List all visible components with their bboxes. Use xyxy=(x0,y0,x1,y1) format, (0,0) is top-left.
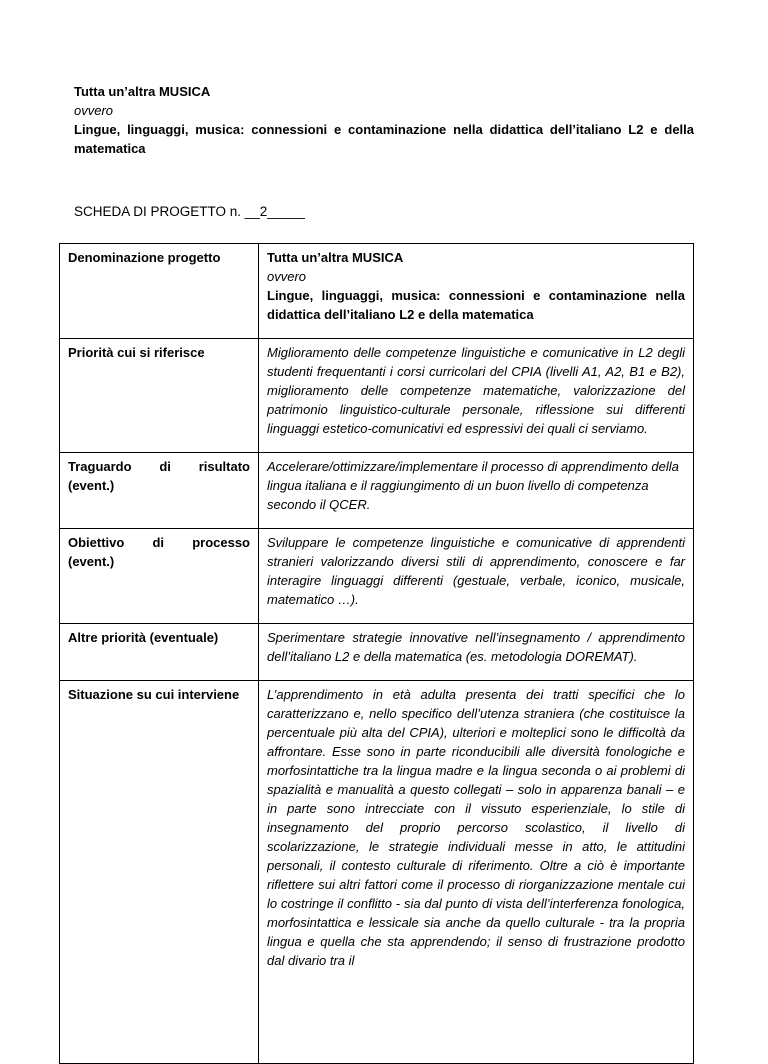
row-value xyxy=(259,244,694,339)
header-subtitle: Lingue, linguaggi, musica: connessioni e contaminazione nella didattica dell’italiano L2 e della matematica xyxy=(74,122,694,156)
row-label: Priorità cui si riferisce xyxy=(60,339,259,453)
row-value: Sviluppare le competenze linguistiche e comunicative di apprendenti stranieri valorizzando diversi stili di apprendimento, conoscere e far interagire linguaggi differenti (gestuale, verbale, iconico, musicale, matematico …). xyxy=(259,529,694,624)
document-header xyxy=(74,82,694,158)
table-row xyxy=(60,681,694,1064)
row-value: Accelerare/ottimizzare/implementare il processo di apprendimento della lingua italiana e il raggiungimento di un buon livello di competenza secondo il QCER. xyxy=(259,453,694,529)
project-table xyxy=(59,243,694,1064)
row-value: Sperimentare strategie innovative nell’insegnamento / apprendimento dell’italiano L2 e della matematica (es. metodologia DOREMAT). xyxy=(259,624,694,681)
table-row xyxy=(60,453,694,529)
row-label: Situazione su cui interviene xyxy=(60,681,259,1064)
row-value: Miglioramento delle competenze linguistiche e comunicative in L2 degli studenti frequentanti i corsi curricolari del CPIA (livelli A1, A2, B1 e B2), miglioramento delle competenze matematiche, valorizzazione del patrimonio linguistico-culturale personale, riflessione sui differenti linguaggi estetico-comunicativi ed espressivi dei quali ci serviamo. xyxy=(259,339,694,453)
table-row xyxy=(60,529,694,624)
project-ovvero: ovvero xyxy=(267,269,307,284)
header-ovvero: ovvero xyxy=(74,103,114,118)
header-title: Tutta un’altra MUSICA xyxy=(74,84,211,99)
row-label: Denominazione progetto xyxy=(60,244,259,339)
row-value xyxy=(259,681,694,1064)
table-row xyxy=(60,244,694,339)
row-label: Traguardo di risultato (event.) xyxy=(60,453,259,529)
row-value-text: L’apprendimento in età adulta presenta dei tratti specifici che lo caratterizzano e, nello specifico dell’utenza straniera (che costituisce la percentuale più alta del CPIA), ulteriori e molteplici sono le difficoltà da affrontare. Esse sono in parte riconducibili alle diversità fonologiche e morfosintattiche tra la lingua madre e la lingua seconda o ai problemi di spazialità e manualità a questo collegati – solo in apparenza banali – e in parte sono intrecciate con il vissuto esperienziale, lo stile di insegnamento del proprio percorso scolastico, il livello di scolarizzazione, le strategie individuali messe in atto, le attitudini personali, il contesto culturale di riferimento. Oltre a ciò è importante riflettere sui altri fattori come il processo di riorganizzazione mentale cui lo costringe il conflitto - sia dal punto di vista dell’interferenza fonologica, morfosintattica e lessicale sia anche da quello culturale - tra la propria lingua e quella che sta apprendendo; il senso di frustrazione prodotto dal divario tra il xyxy=(267,687,685,968)
scheda-number: SCHEDA DI PROGETTO n. __2_____ xyxy=(74,204,305,219)
table-row xyxy=(60,339,694,453)
row-label: Obiettivo di processo (event.) xyxy=(60,529,259,624)
row-label: Altre priorità (eventuale) xyxy=(60,624,259,681)
project-subtitle: Lingue, linguaggi, musica: connessioni e contaminazione nella didattica dell’italiano L2 e della matematica xyxy=(267,288,685,322)
project-title: Tutta un’altra MUSICA xyxy=(267,250,404,265)
table-row xyxy=(60,624,694,681)
